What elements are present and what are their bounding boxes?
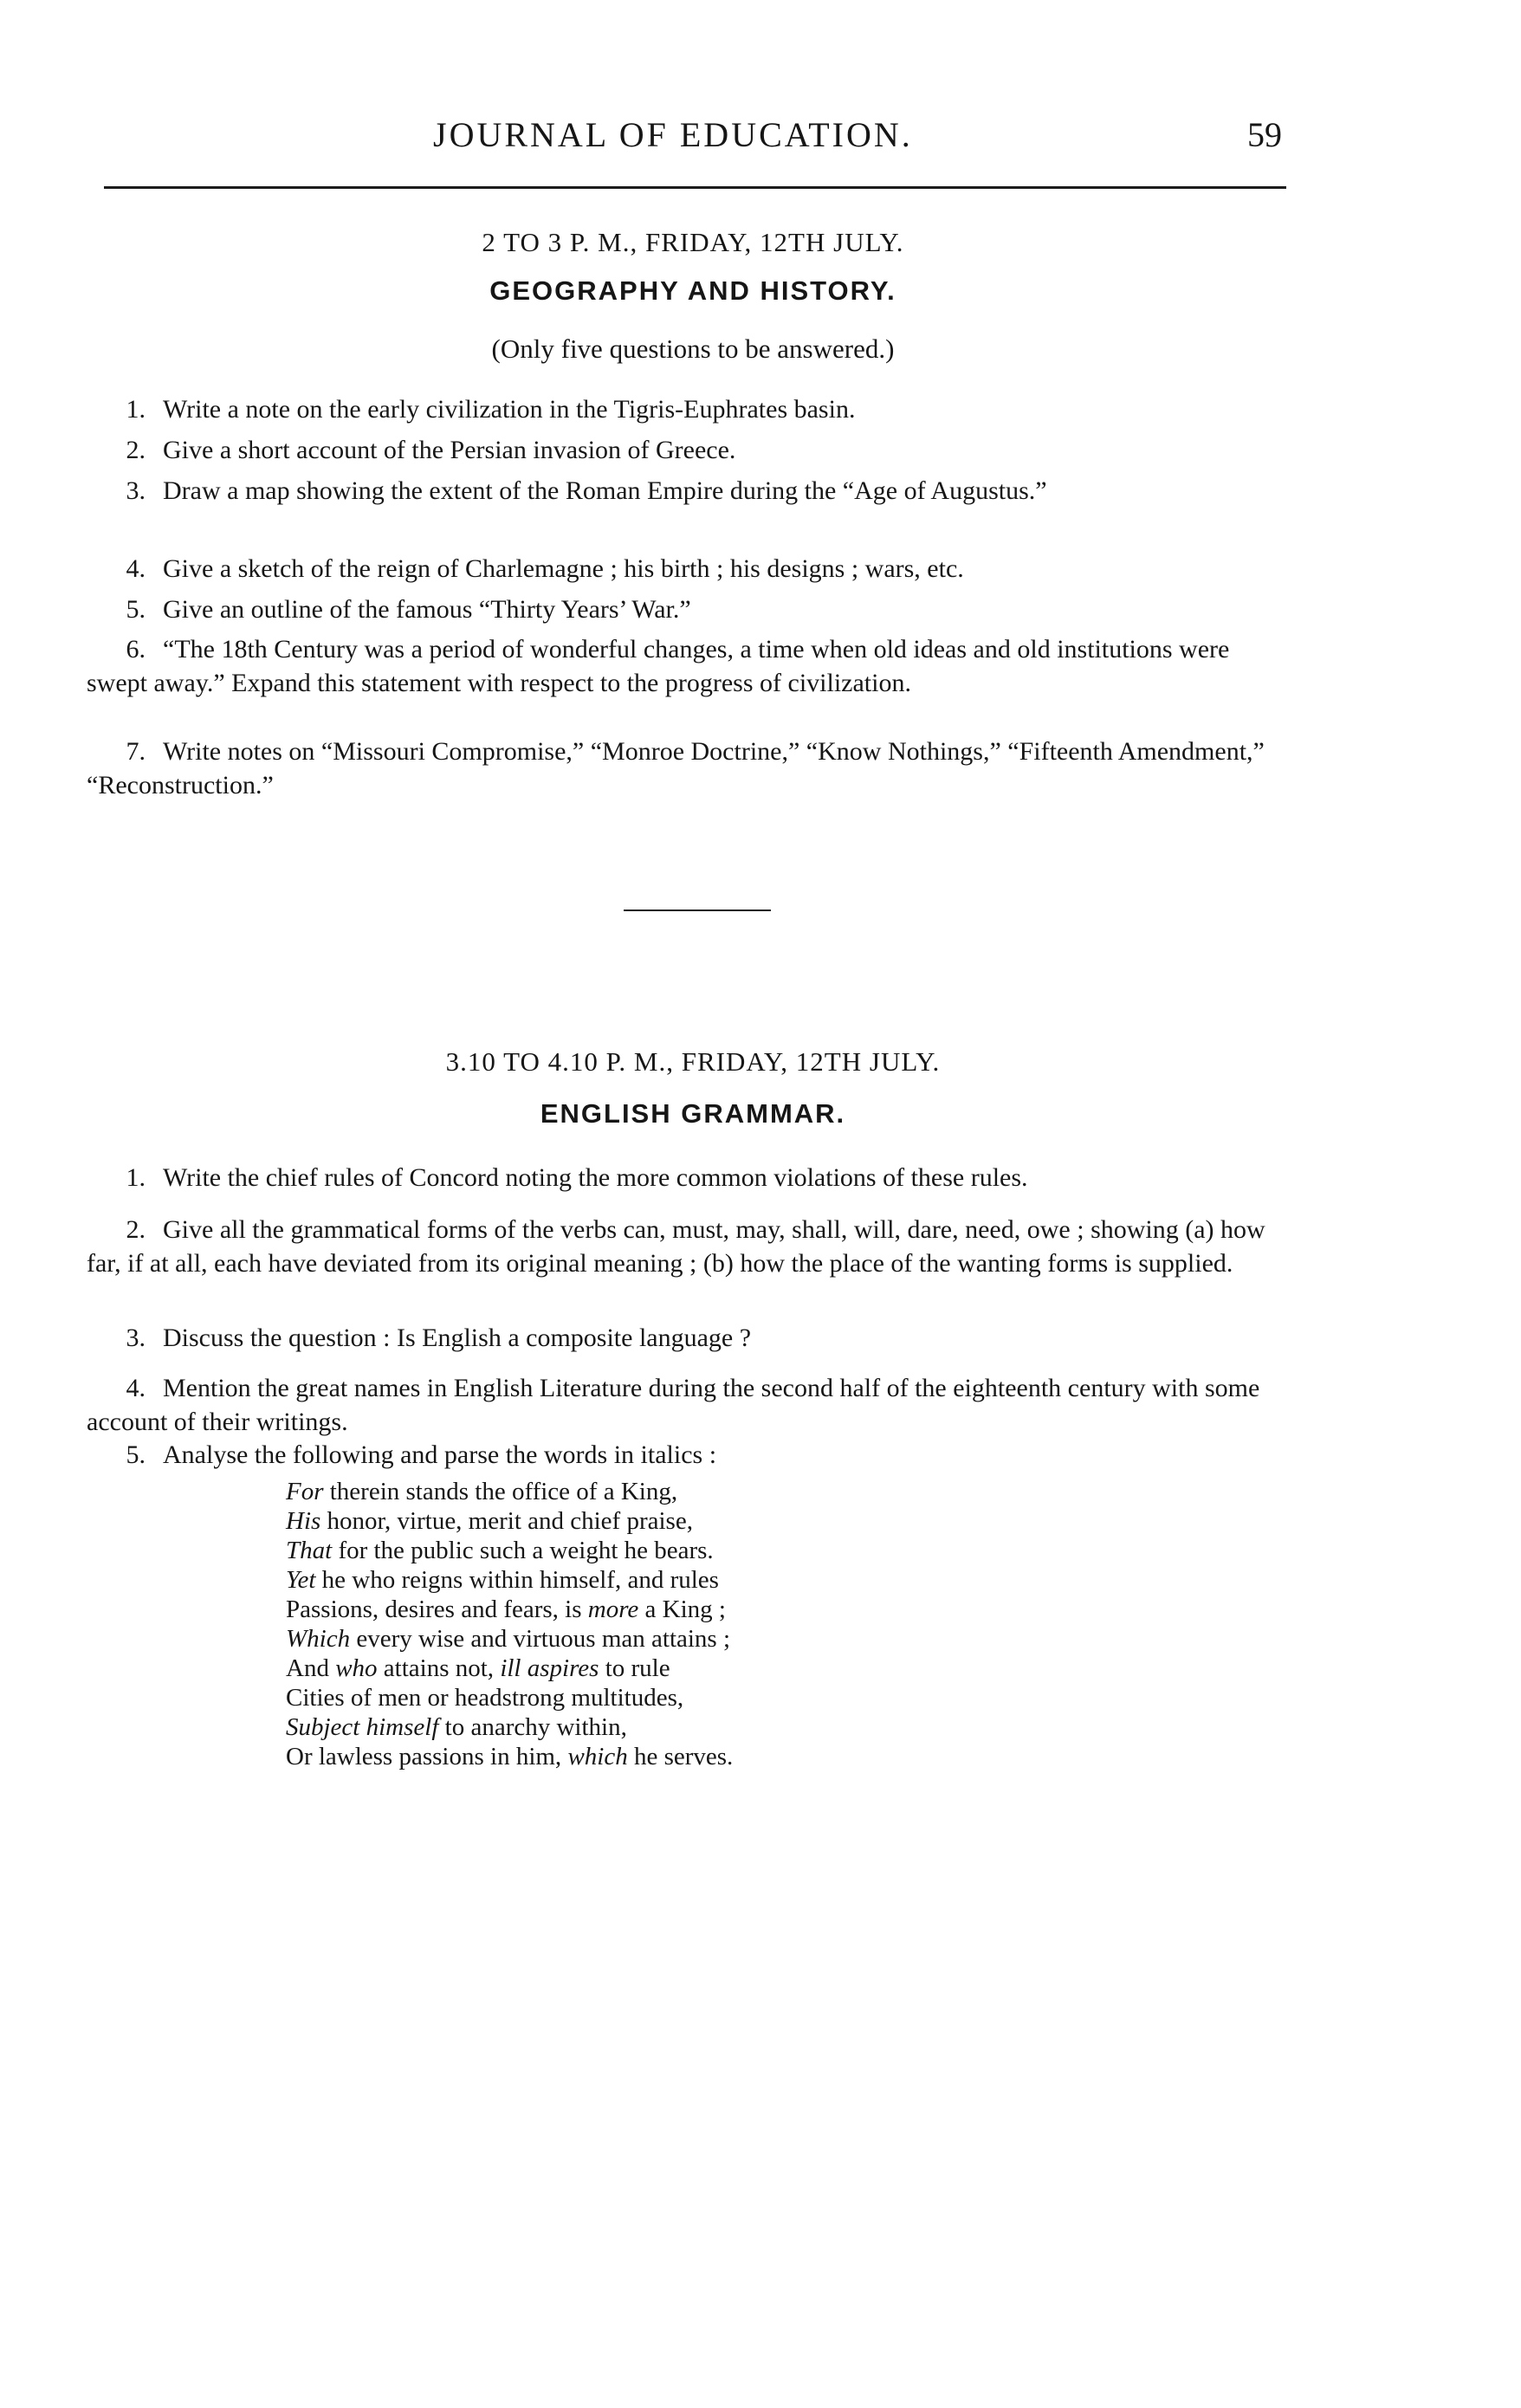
journal-title: JOURNAL OF EDUCATION. — [433, 115, 913, 154]
italic-word: more — [587, 1596, 639, 1623]
verse-line — [286, 1742, 1065, 1771]
question-text: Give all the grammatical forms of the verbs can, must, may, shall, will, dare, need, owe ; showing (a) how far, if at all, each have deviated from its original meaning ; (b) how the place of the wanting forms is supplied. — [87, 1215, 1265, 1278]
verse-text: Passions, desires and fears, is — [286, 1596, 588, 1623]
grammar-question-3 — [87, 1321, 1295, 1355]
verse-passage — [286, 1477, 1065, 1771]
geography-question-3 — [87, 474, 1295, 508]
question-number: 1. — [126, 1163, 146, 1192]
verse-text: for the public such a weight he bears. — [332, 1537, 714, 1564]
header-rule — [104, 186, 1286, 189]
running-header — [104, 114, 1282, 166]
verse-line — [286, 1624, 1065, 1654]
verse-text: he who reigns within himself, and rules — [315, 1566, 719, 1594]
verse-line — [286, 1565, 1065, 1595]
verse-text: to rule — [599, 1654, 670, 1682]
question-text: Discuss the question : Is English a composite language ? — [163, 1324, 752, 1352]
verse-text: Cities of men or headstrong multitudes, — [286, 1684, 684, 1712]
italic-word: ill aspires — [500, 1654, 599, 1682]
italic-word: which — [567, 1743, 628, 1770]
geography-time: 2 TO 3 P. M., FRIDAY, 12TH JULY. — [482, 227, 904, 257]
grammar-title: ENGLISH GRAMMAR. — [540, 1098, 846, 1129]
grammar-question-1 — [87, 1161, 1295, 1194]
question-text: Write the chief rules of Concord noting the more common violations of these rules. — [163, 1163, 1028, 1192]
geography-question-7 — [87, 735, 1295, 802]
grammar-question-2 — [87, 1213, 1295, 1280]
verse-text: And — [286, 1654, 336, 1682]
question-text: Write a note on the early civilization in the Tigris-Euphrates basin. — [163, 395, 856, 424]
verse-text: a King ; — [638, 1596, 726, 1623]
question-text: Write notes on “Missouri Compromise,” “Monroe Doctrine,” “Know Nothings,” “Fifteenth Amendment,” “Reconstruction.” — [87, 737, 1265, 799]
verse-line — [286, 1477, 1065, 1506]
question-number: 2. — [126, 1215, 146, 1244]
question-number: 5. — [126, 1440, 146, 1469]
verse-text: to anarchy within, — [438, 1713, 627, 1741]
grammar-question-5 — [87, 1438, 1295, 1472]
verse-line — [286, 1712, 1065, 1742]
geography-question-2 — [87, 433, 1295, 467]
question-number: 2. — [126, 436, 146, 464]
question-text: Analyse the following and parse the words in italics : — [163, 1440, 717, 1469]
verse-line — [286, 1506, 1065, 1536]
question-text: Draw a map showing the extent of the Roman Empire during the “Age of Augustus.” — [163, 476, 1047, 505]
question-number: 7. — [126, 737, 146, 766]
italic-word: Which — [286, 1625, 351, 1653]
verse-line — [286, 1683, 1065, 1712]
verse-text: honor, virtue, merit and chief praise, — [320, 1507, 693, 1535]
question-number: 3. — [126, 1324, 146, 1352]
geography-question-1 — [87, 392, 1295, 426]
question-text: “The 18th Century was a period of wonderful changes, a time when old ideas and old institutions were swept away.” Expand this statement with respect to the progress of civilization. — [87, 635, 1230, 697]
verse-text: therein stands the office of a King, — [323, 1478, 678, 1505]
italic-word: who — [335, 1654, 378, 1682]
verse-line — [286, 1654, 1065, 1683]
italic-word: For — [286, 1478, 324, 1505]
italic-word: Subject himself — [286, 1713, 439, 1741]
geography-question-4 — [87, 552, 1295, 586]
geography-title: GEOGRAPHY AND HISTORY. — [489, 275, 896, 306]
question-number: 4. — [126, 1374, 146, 1402]
question-number: 5. — [126, 595, 146, 624]
question-text: Give a short account of the Persian invasion of Greece. — [163, 436, 736, 464]
geography-note: (Only five questions to be answered.) — [491, 333, 895, 364]
verse-line — [286, 1536, 1065, 1565]
question-number: 3. — [126, 476, 146, 505]
question-text: Give an outline of the famous “Thirty Years’ War.” — [163, 595, 691, 624]
section-divider — [624, 909, 771, 911]
italic-word: That — [286, 1537, 333, 1564]
grammar-time: 3.10 TO 4.10 P. M., FRIDAY, 12TH JULY. — [445, 1046, 941, 1077]
question-text: Mention the great names in English Literature during the second half of the eighteenth century with some account of their writings. — [87, 1374, 1260, 1436]
grammar-question-4 — [87, 1371, 1295, 1439]
verse-text: Or lawless passions in him, — [286, 1743, 568, 1770]
question-number: 6. — [126, 635, 146, 663]
question-text: Give a sketch of the reign of Charlemagne ; his birth ; his designs ; wars, etc. — [163, 554, 964, 583]
italic-word: His — [286, 1507, 321, 1535]
verse-line — [286, 1595, 1065, 1624]
geography-question-6 — [87, 632, 1295, 700]
verse-text: attains not, — [377, 1654, 501, 1682]
verse-text: every wise and virtuous man attains ; — [350, 1625, 731, 1653]
page-number: 59 — [1247, 115, 1282, 154]
italic-word: Yet — [286, 1566, 316, 1594]
question-number: 4. — [126, 554, 146, 583]
geography-question-5 — [87, 592, 1295, 626]
question-number: 1. — [126, 395, 146, 424]
verse-text: he serves. — [627, 1743, 734, 1770]
